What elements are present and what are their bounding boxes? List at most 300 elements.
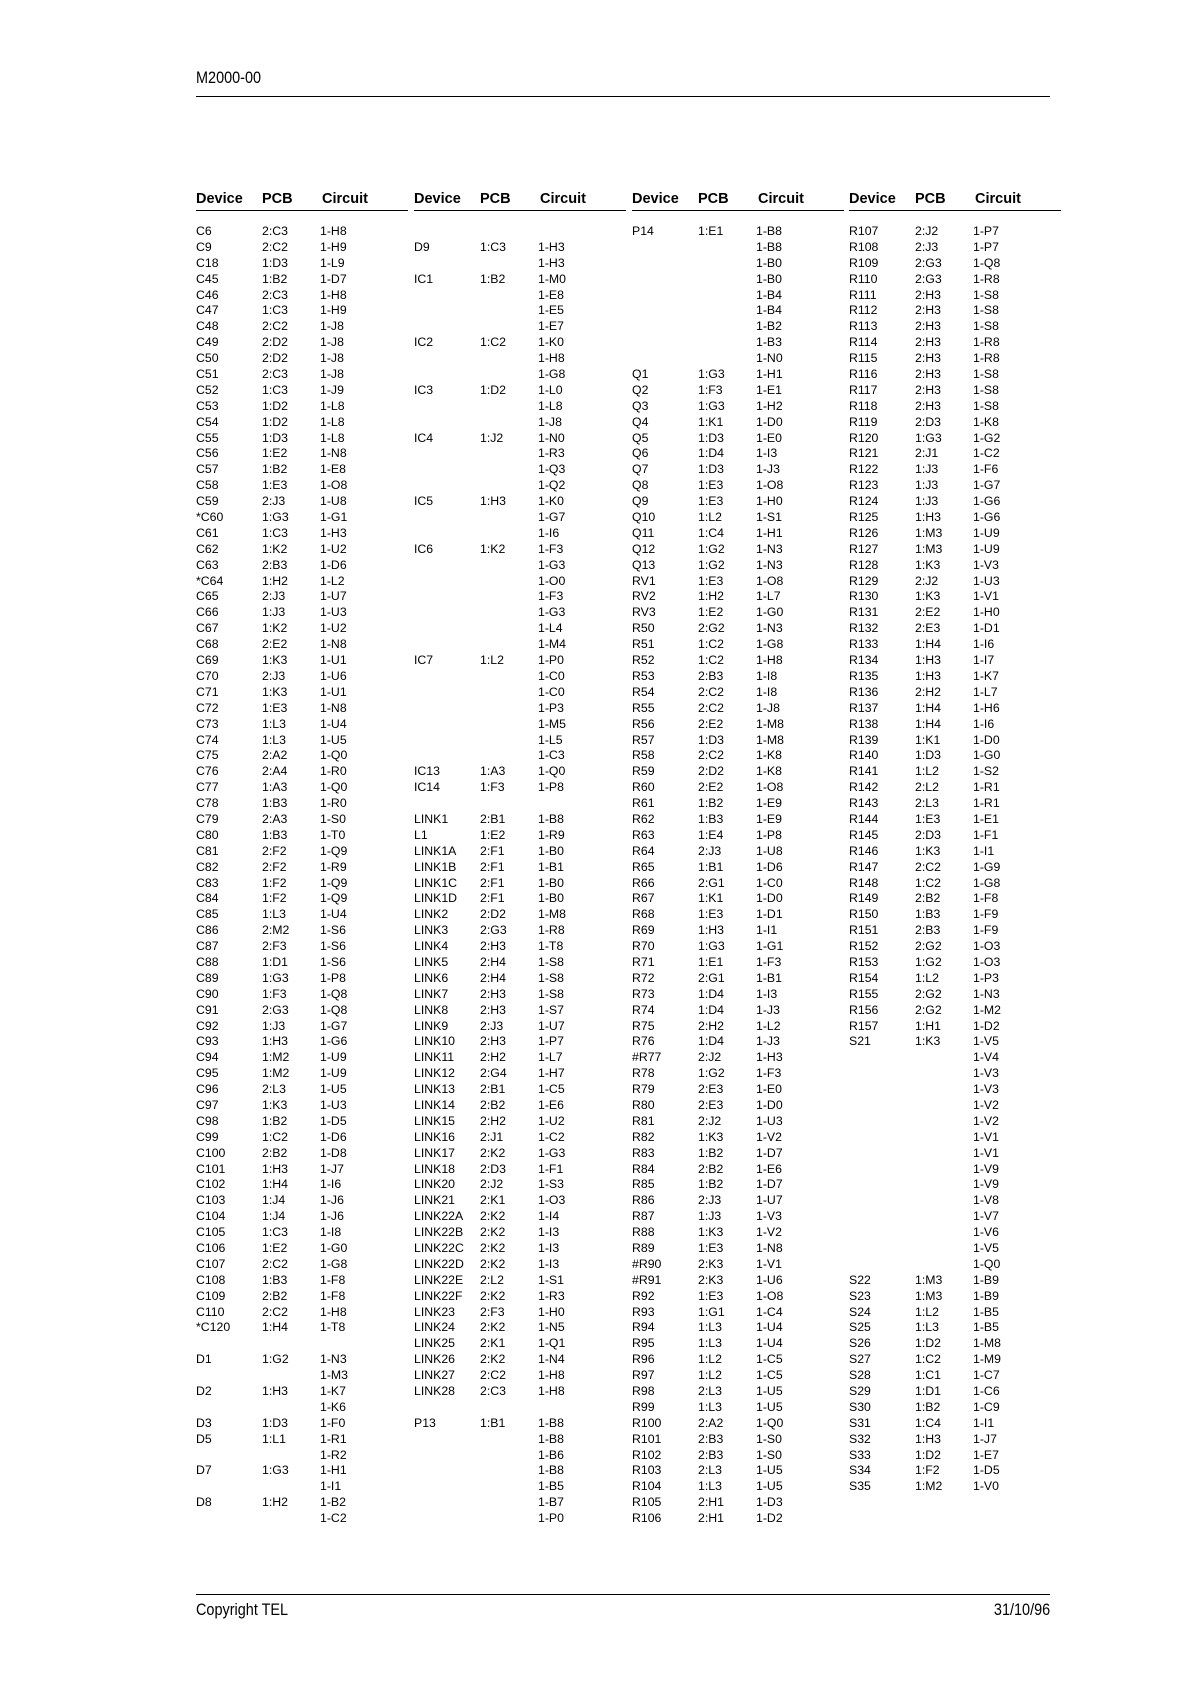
pcb-cell: 1:C3 [480,239,506,254]
table-row [849,621,1061,637]
circuit-cell: 1-E0 [756,1082,782,1097]
circuit-cell: 1-S8 [973,303,999,318]
pcb-cell: 2:H2 [480,1050,506,1065]
pcb-cell: 1:B1 [698,859,724,874]
table-row [414,844,626,860]
circuit-cell: 1-D3 [756,1495,783,1510]
circuit-cell: 1-B0 [756,271,782,286]
circuit-cell: 1-B4 [756,287,782,302]
pcb-cell: 1:G3 [262,510,289,525]
device-cell: C78 [196,796,219,811]
table-row [414,526,626,542]
pcb-cell: 1:E1 [698,224,724,238]
circuit-cell: 1-E8 [320,462,346,477]
circuit-cell: 1-R9 [320,859,347,874]
pcb-cell: 1:F2 [262,891,287,906]
circuit-cell: 1-S8 [973,319,999,334]
circuit-cell: 1-H7 [538,1066,565,1081]
device-cell: R136 [849,684,879,699]
pcb-cell: 2:K2 [480,1320,506,1335]
pcb-cell: 1:H3 [915,510,941,525]
circuit-cell: 1-U4 [756,1320,783,1335]
circuit-cell: 1-E7 [973,1447,999,1462]
pcb-cell: 2:C3 [262,367,288,382]
table-row [196,1495,408,1511]
device-cell: R82 [632,1129,655,1144]
device-cell: R89 [632,1241,655,1255]
circuit-cell: 1-B0 [538,843,564,858]
device-cell: LINK25 [414,1336,456,1351]
pcb-cell: 2:H3 [915,367,941,382]
table-row [414,605,626,621]
circuit-cell: 1-E1 [756,382,782,397]
circuit-cell: 1-V8 [973,1193,999,1208]
pcb-cell: 1:K2 [480,541,506,556]
pcb-cell: 2:F2 [262,859,287,874]
table-row [849,780,1061,796]
table-row [414,415,626,431]
circuit-cell: 1-I6 [973,637,995,652]
circuit-cell: 1-F8 [320,1272,346,1287]
pcb-cell: 1:C4 [698,525,724,540]
table-row [196,1146,408,1162]
pcb-cell: 2:J2 [698,1050,722,1065]
table-row [632,415,844,431]
device-cell: R154 [849,970,879,985]
pcb-cell: 2:C2 [698,700,724,715]
device-cell: C91 [196,1002,219,1017]
pcb-cell: 1:C2 [262,1129,288,1144]
pcb-cell: 1:H4 [915,637,941,652]
pcb-cell: 1:K2 [262,621,288,636]
table-row [849,1066,1061,1082]
pcb-cell: 1:E3 [262,700,288,715]
circuit-cell: 1-T8 [538,939,564,954]
table-row [632,812,844,828]
pcb-cell: 1:J3 [262,605,286,620]
device-cell: C98 [196,1113,219,1128]
header-circuit: Circuit [975,191,1021,207]
table-row [414,1225,626,1241]
circuit-cell: 1-F1 [973,827,999,842]
pcb-cell: 1:E3 [915,811,941,826]
device-cell: S29 [849,1384,871,1399]
table-row [414,574,626,590]
device-cell: R113 [849,319,878,334]
pcb-cell: 2:D3 [915,827,941,842]
table-row [849,446,1061,462]
circuit-cell: 1-F9 [973,923,999,938]
table-row [849,1193,1061,1209]
pcb-cell: 2:B1 [480,811,506,826]
circuit-cell: 1-B5 [538,1479,564,1494]
circuit-cell: 1-G3 [538,605,566,620]
device-cell: R145 [849,827,879,842]
circuit-cell: 1-D0 [756,891,783,906]
device-cell: IC2 [414,335,434,350]
table-row [632,1416,844,1432]
circuit-cell: 1-P3 [973,970,999,985]
table-row [632,653,844,669]
device-cell: S34 [849,1463,871,1478]
device-cell: R147 [849,859,879,874]
pcb-cell: 2:H3 [480,1002,506,1017]
table-row [414,399,626,415]
header-device: Device [196,191,243,207]
circuit-cell: 1-C2 [320,1511,347,1526]
pcb-cell: 2:B1 [480,1082,506,1097]
pcb-cell: 1:E3 [698,1288,724,1303]
table-row [632,1225,844,1241]
circuit-cell: 1-S6 [320,939,346,954]
pcb-cell: 2:K2 [480,1256,506,1271]
circuit-cell: 1-D1 [756,907,783,922]
device-cell: LINK6 [414,970,449,985]
table-row [414,1034,626,1050]
pcb-cell: 1:C2 [698,637,724,652]
table-row [414,1320,626,1336]
table-row [414,1193,626,1209]
pcb-cell: 2:K2 [480,1145,506,1160]
circuit-cell: 1-R1 [973,796,1000,811]
device-cell: S32 [849,1431,871,1446]
table-row [632,542,844,558]
circuit-cell: 1-J7 [973,1431,997,1446]
circuit-cell: 1-V0 [973,1479,999,1494]
circuit-cell: 1-K6 [320,1399,346,1414]
device-cell: R63 [632,827,655,842]
table-row [632,288,844,304]
device-cell: R59 [632,764,655,779]
device-cell: R69 [632,923,655,938]
device-cell: LINK22B [414,1225,464,1240]
pcb-cell: 2:D2 [698,764,724,779]
circuit-cell: 1-M0 [538,271,567,286]
table-row [196,1209,408,1225]
device-cell: R104 [632,1479,662,1494]
device-cell: R108 [849,239,879,254]
pcb-cell: 1:E3 [262,478,288,493]
pcb-cell: 1:H3 [262,1161,288,1176]
circuit-cell: 1-U1 [320,653,347,668]
table-row [414,1082,626,1098]
table-row [414,1448,626,1464]
pcb-cell: 2:D2 [480,907,506,922]
circuit-cell: 1-R1 [973,780,1000,795]
header-circuit: Circuit [322,191,368,207]
device-cell: R99 [632,1399,655,1414]
device-cell: C49 [196,335,219,350]
device-cell: S25 [849,1320,871,1335]
device-cell: C109 [196,1288,226,1303]
circuit-cell: 1-L0 [538,382,563,397]
table-row [196,1352,408,1368]
circuit-cell: 1-U9 [973,525,1000,540]
device-cell: R71 [632,954,655,969]
pcb-cell: 1:D3 [698,732,724,747]
table-row [632,876,844,892]
table-row [632,1241,844,1257]
device-cell: LINK28 [414,1384,456,1399]
circuit-cell: 1-H1 [756,367,783,382]
table-row [414,1400,626,1416]
device-cell: R135 [849,668,879,683]
circuit-cell: 1-V1 [973,589,999,604]
device-cell: R151 [849,923,879,938]
table-row [414,1146,626,1162]
pcb-cell: 2:D3 [480,1161,506,1176]
table-rows [196,224,408,1527]
table-row [414,1130,626,1146]
device-cell: C73 [196,716,219,731]
circuit-cell: 1-V2 [756,1225,782,1240]
pcb-cell: 1:K3 [915,557,941,572]
device-cell: R143 [849,796,879,811]
pcb-cell: 2:J3 [480,1018,504,1033]
device-cell: C57 [196,462,219,477]
pcb-cell: 1:E3 [698,478,724,493]
circuit-cell: 1-J8 [320,319,344,334]
circuit-cell: 1-T8 [320,1320,346,1335]
pcb-cell: 1:B2 [262,271,288,286]
pcb-cell: 2:G3 [480,923,507,938]
circuit-cell: 1-C6 [973,1384,1000,1399]
circuit-cell: 1-Q8 [320,1002,348,1017]
device-cell: LINK24 [414,1320,456,1335]
circuit-cell: 1-D0 [756,414,783,429]
device-cell: R72 [632,970,655,985]
circuit-cell: 1-D7 [756,1145,783,1160]
device-cell: R85 [632,1177,655,1192]
pcb-cell: 2:K3 [698,1272,724,1287]
circuit-cell: 1-V2 [973,1097,999,1112]
table-row [414,1066,626,1082]
pcb-cell: 1:G3 [698,398,725,413]
pcb-cell: 1:G3 [262,970,289,985]
device-cell: R121 [849,446,879,461]
table-row [632,1003,844,1019]
table-row [196,955,408,971]
table-row [632,383,844,399]
circuit-cell: 1-P3 [538,700,564,715]
device-cell: C84 [196,891,219,906]
pcb-cell: 1:G3 [698,367,725,382]
circuit-cell: 1-J8 [320,335,344,350]
table-row [849,1162,1061,1178]
pcb-cell: 2:K2 [480,1209,506,1224]
pcb-cell: 1:B3 [262,827,288,842]
table-row [196,510,408,526]
device-cell: R96 [632,1352,655,1367]
table-row [849,1225,1061,1241]
device-cell: C67 [196,621,219,636]
device-cell: R117 [849,382,878,397]
table-row [632,1257,844,1273]
table-row [632,923,844,939]
table-row [414,860,626,876]
table-row [849,891,1061,907]
table-row [414,288,626,304]
circuit-cell: 1-Q9 [320,875,348,890]
table-row [849,764,1061,780]
pcb-cell: 1:M3 [915,1272,943,1287]
pcb-cell: 1:F2 [915,1463,940,1478]
pcb-cell: 1:L2 [698,1352,722,1367]
device-cell: D8 [196,1495,212,1510]
pcb-cell: 2:F1 [480,843,505,858]
pcb-cell: 2:G1 [698,970,725,985]
table-column-4 [849,190,1061,1495]
device-cell: Q2 [632,382,649,397]
circuit-cell: 1-G6 [973,510,1001,525]
header-device: Device [849,191,896,207]
device-cell: *C64 [196,573,224,588]
device-cell: R65 [632,859,655,874]
pcb-cell: 1:C3 [262,1225,288,1240]
pcb-cell: 1:B2 [915,1399,941,1414]
device-cell: LINK11 [414,1050,455,1065]
device-cell: IC5 [414,494,434,509]
table-row [632,939,844,955]
table-row [849,1289,1061,1305]
table-row [196,494,408,510]
circuit-cell: 1-L8 [320,430,345,445]
circuit-cell: 1-G7 [320,1018,348,1033]
table-row [632,240,844,256]
device-cell: RV2 [632,589,656,604]
circuit-cell: 1-P0 [538,653,564,668]
table-row [414,796,626,812]
pcb-cell: 2:G1 [698,875,725,890]
device-cell: D5 [196,1431,212,1446]
table-row [414,955,626,971]
pcb-cell: 2:A2 [698,1415,724,1430]
pcb-cell: 2:G4 [480,1066,507,1081]
circuit-cell: 1-S8 [538,986,564,1001]
device-cell: R88 [632,1225,655,1240]
table-row [849,637,1061,653]
circuit-cell: 1-E9 [756,796,782,811]
device-cell: C55 [196,430,219,445]
circuit-cell: 1-L4 [538,621,563,636]
device-cell: C70 [196,668,219,683]
circuit-cell: 1-J6 [320,1193,344,1208]
table-row [196,685,408,701]
device-cell: R95 [632,1336,655,1351]
table-row [414,240,626,256]
circuit-cell: 1-Q3 [538,462,566,477]
circuit-cell: 1-U2 [320,541,347,556]
device-cell: R131 [849,605,879,620]
circuit-cell: 1-S2 [973,764,999,779]
table-row [632,1130,844,1146]
pcb-cell: 1:D3 [698,462,724,477]
device-cell: R92 [632,1288,655,1303]
table-row [196,812,408,828]
device-cell: R52 [632,653,655,668]
device-cell: R141 [849,764,879,779]
circuit-cell: 1-S8 [973,287,999,302]
pcb-cell: 1:M2 [262,1050,290,1065]
circuit-cell: 1-I3 [538,1256,560,1271]
device-cell: IC14 [414,780,440,795]
pcb-cell: 1:G1 [698,1304,725,1319]
device-cell: Q1 [632,367,649,382]
table-row [632,1082,844,1098]
device-cell: Q4 [632,414,649,429]
table-row [196,1511,408,1527]
table-row [196,256,408,272]
pcb-cell: 2:J3 [262,494,286,509]
circuit-cell: 1-K7 [973,668,999,683]
table-row [414,1432,626,1448]
circuit-cell: 1-S8 [973,398,999,413]
device-cell: LINK16 [414,1129,456,1144]
pcb-cell: 1:D3 [262,430,288,445]
circuit-cell: 1-G1 [320,510,348,525]
circuit-cell: 1-Q0 [320,780,348,795]
table-row [632,1050,844,1066]
circuit-cell: 1-O8 [756,478,784,493]
device-cell: *C120 [196,1320,231,1335]
table-row [196,637,408,653]
pcb-cell: 1:A3 [262,780,288,795]
table-row [414,1257,626,1273]
circuit-cell: 1-F3 [538,589,564,604]
table-row [849,319,1061,335]
device-cell: RV1 [632,573,656,588]
circuit-cell: 1-B0 [538,891,564,906]
circuit-cell: 1-U3 [973,573,1000,588]
circuit-cell: 1-V2 [973,1113,999,1128]
table-row [196,1130,408,1146]
device-cell: C88 [196,954,219,969]
circuit-cell: 1-K0 [538,494,564,509]
circuit-cell: 1-G7 [538,510,566,525]
circuit-cell: 1-R9 [538,827,565,842]
circuit-cell: 1-B7 [538,1495,564,1510]
table-row [632,1400,844,1416]
table-row [414,669,626,685]
table-row [849,272,1061,288]
table-row [414,462,626,478]
device-cell: LINK4 [414,939,449,954]
device-cell: C69 [196,653,219,668]
pcb-cell: 1:H3 [262,1384,288,1399]
table-row [414,319,626,335]
pcb-cell: 1:K3 [262,653,288,668]
table-row [414,1114,626,1130]
table-row [196,1050,408,1066]
circuit-cell: 1-R8 [973,335,1000,350]
device-cell: R144 [849,811,879,826]
table-row [849,1209,1061,1225]
circuit-cell: 1-U3 [320,1097,347,1112]
circuit-cell: 1-C9 [973,1399,1000,1414]
table-row [196,319,408,335]
circuit-cell: 1-E7 [538,319,564,334]
device-cell: R155 [849,986,879,1001]
circuit-cell: 1-S0 [756,1447,782,1462]
table-row [196,1193,408,1209]
circuit-cell: 1-J8 [320,367,344,382]
circuit-cell: 1-M4 [538,637,567,652]
table-row [196,1384,408,1400]
device-cell: S35 [849,1479,871,1494]
pcb-cell: 2:C3 [262,287,288,302]
device-cell: C53 [196,398,219,413]
pcb-cell: 2:H3 [915,303,941,318]
